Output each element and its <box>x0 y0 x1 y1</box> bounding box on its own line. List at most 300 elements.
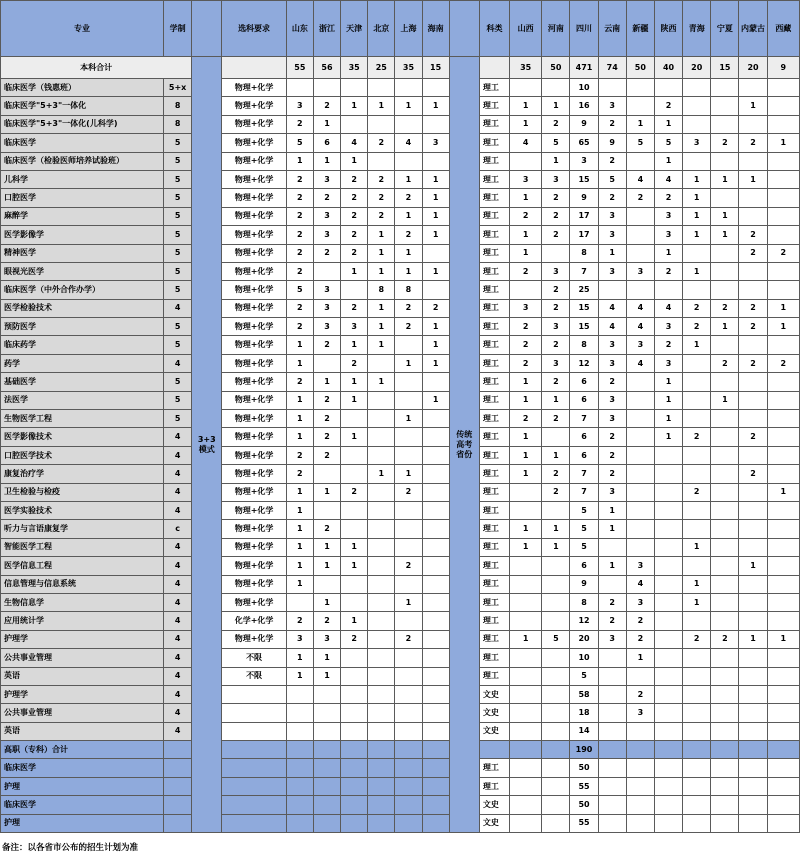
header-province: 四川 <box>570 1 598 57</box>
quota-cell <box>341 722 368 740</box>
quota-cell <box>683 685 711 703</box>
quota-cell: 14 <box>570 722 598 740</box>
quota-cell <box>767 79 799 97</box>
blank-cell <box>479 741 509 759</box>
quota-cell <box>368 667 395 685</box>
quota-cell: 18 <box>570 704 598 722</box>
quota-cell <box>683 649 711 667</box>
major-name: 护理学 <box>1 685 164 703</box>
quota-cell: 2 <box>598 152 626 170</box>
quota-cell <box>626 79 654 97</box>
total-cell: 40 <box>654 57 682 79</box>
quota-cell <box>598 649 626 667</box>
blank-cell <box>341 796 368 814</box>
major-name: 临床医学 <box>1 759 164 777</box>
quota-cell <box>286 593 313 611</box>
quota-cell <box>767 262 799 280</box>
quota-cell <box>683 520 711 538</box>
quota-cell <box>739 391 767 409</box>
quota-cell <box>368 612 395 630</box>
quota-cell: 2 <box>341 630 368 648</box>
quota-cell: 16 <box>570 97 598 115</box>
category-cell: 理工 <box>479 630 509 648</box>
quota-cell: 1 <box>395 465 422 483</box>
quota-cell: 1 <box>395 262 422 280</box>
quota-cell: 2 <box>510 262 542 280</box>
quota-cell <box>711 281 739 299</box>
quota-cell <box>683 612 711 630</box>
table-row <box>1 134 800 152</box>
quota-cell <box>341 79 368 97</box>
subject-requirement: 物理+化学 <box>222 115 286 133</box>
quota-cell <box>739 814 767 832</box>
blank-cell <box>164 777 192 795</box>
total-cell: 35 <box>395 57 422 79</box>
quota-cell <box>654 593 682 611</box>
category-cell: 理工 <box>479 152 509 170</box>
major-name: 临床医学"5+3"一体化(儿科学) <box>1 115 164 133</box>
quota-cell <box>510 575 542 593</box>
quota-cell: 1 <box>683 207 711 225</box>
quota-cell <box>422 373 449 391</box>
header-province: 云南 <box>598 1 626 57</box>
quota-cell <box>654 722 682 740</box>
quota-cell: 3 <box>313 318 340 336</box>
quota-cell <box>711 189 739 207</box>
quota-cell <box>510 777 542 795</box>
quota-cell: 2 <box>341 299 368 317</box>
quota-cell: 1 <box>395 207 422 225</box>
quota-cell: 1 <box>683 170 711 188</box>
quota-cell: 1 <box>286 649 313 667</box>
quota-cell <box>313 722 340 740</box>
subject-requirement: 不限 <box>222 667 286 685</box>
quota-cell <box>683 152 711 170</box>
quota-cell <box>739 575 767 593</box>
quota-cell: 2 <box>598 465 626 483</box>
table-row <box>1 685 800 703</box>
quota-cell <box>739 759 767 777</box>
quota-cell: 1 <box>422 318 449 336</box>
quota-cell: 58 <box>570 685 598 703</box>
table-row <box>1 520 800 538</box>
quota-cell: 1 <box>313 538 340 556</box>
quota-cell: 20 <box>570 630 598 648</box>
table-row <box>1 115 800 133</box>
study-years: 4 <box>164 538 192 556</box>
category-cell: 理工 <box>479 410 509 428</box>
quota-cell <box>542 796 570 814</box>
total-cell <box>598 741 626 759</box>
quota-cell <box>654 483 682 501</box>
table-row <box>1 667 800 685</box>
subject-requirement: 物理+化学 <box>222 226 286 244</box>
table-row <box>1 189 800 207</box>
quota-cell: 1 <box>598 557 626 575</box>
quota-cell <box>654 538 682 556</box>
quota-cell: 15 <box>570 318 598 336</box>
quota-cell <box>368 649 395 667</box>
quota-cell <box>626 722 654 740</box>
quota-cell <box>767 336 799 354</box>
quota-cell <box>711 722 739 740</box>
quota-cell: 1 <box>711 318 739 336</box>
quota-cell: 2 <box>739 354 767 372</box>
quota-cell: 2 <box>598 115 626 133</box>
quota-cell: 5 <box>286 134 313 152</box>
blank-cell <box>422 741 449 759</box>
major-name: 临床医学 <box>1 796 164 814</box>
quota-cell: 2 <box>654 262 682 280</box>
quota-cell: 1 <box>286 354 313 372</box>
quota-cell: 2 <box>683 483 711 501</box>
quota-cell <box>711 373 739 391</box>
major-name: 应用统计学 <box>1 612 164 630</box>
quota-cell <box>711 759 739 777</box>
blank-cell <box>286 741 313 759</box>
major-name: 预防医学 <box>1 318 164 336</box>
quota-cell <box>739 446 767 464</box>
quota-cell: 5 <box>570 520 598 538</box>
subject-requirement: 物理+化学 <box>222 428 286 446</box>
header-category: 科类 <box>479 1 509 57</box>
quota-cell: 3 <box>598 336 626 354</box>
quota-cell: 3 <box>286 630 313 648</box>
subject-requirement: 物理+化学 <box>222 207 286 225</box>
quota-cell: 2 <box>313 97 340 115</box>
quota-cell <box>341 575 368 593</box>
blank-cell <box>313 777 340 795</box>
quota-cell <box>654 649 682 667</box>
study-years: 5 <box>164 262 192 280</box>
quota-cell <box>341 667 368 685</box>
quota-cell <box>395 685 422 703</box>
quota-cell: 1 <box>422 170 449 188</box>
quota-cell <box>683 410 711 428</box>
quota-cell <box>422 446 449 464</box>
table-row <box>1 630 800 648</box>
quota-cell <box>422 520 449 538</box>
category-cell: 文史 <box>479 814 509 832</box>
quota-cell: 2 <box>368 189 395 207</box>
table-row <box>1 777 800 795</box>
quota-cell: 2 <box>626 685 654 703</box>
quota-cell <box>368 410 395 428</box>
quota-cell <box>711 667 739 685</box>
category-cell: 理工 <box>479 557 509 575</box>
quota-cell: 1 <box>654 115 682 133</box>
study-years: 5 <box>164 281 192 299</box>
quota-cell <box>711 428 739 446</box>
quota-cell <box>542 79 570 97</box>
quota-cell <box>683 796 711 814</box>
quota-cell: 4 <box>598 318 626 336</box>
quota-cell: 2 <box>542 373 570 391</box>
quota-cell <box>368 557 395 575</box>
mode-new-merged: 3+3模式 <box>192 57 222 833</box>
quota-cell: 9 <box>570 575 598 593</box>
major-name: 卫生检验与检疫 <box>1 483 164 501</box>
study-years: 4 <box>164 593 192 611</box>
study-years: 5 <box>164 410 192 428</box>
category-cell: 理工 <box>479 226 509 244</box>
quota-cell <box>654 685 682 703</box>
subject-requirement: 物理+化学 <box>222 391 286 409</box>
blank-cell <box>341 777 368 795</box>
quota-cell <box>368 391 395 409</box>
quota-cell <box>368 152 395 170</box>
quota-cell: 4 <box>626 299 654 317</box>
quota-cell: 3 <box>598 630 626 648</box>
quota-cell: 2 <box>395 299 422 317</box>
quota-cell: 2 <box>711 630 739 648</box>
quota-cell <box>510 152 542 170</box>
quota-cell <box>510 612 542 630</box>
quota-cell: 1 <box>510 630 542 648</box>
table-row <box>1 207 800 225</box>
quota-cell: 5 <box>542 630 570 648</box>
category-cell: 理工 <box>479 612 509 630</box>
total-cell: 15 <box>711 57 739 79</box>
quota-cell <box>739 777 767 795</box>
quota-cell: 1 <box>368 262 395 280</box>
quota-cell: 6 <box>570 446 598 464</box>
quota-cell <box>313 465 340 483</box>
quota-cell: 55 <box>570 777 598 795</box>
quota-cell <box>626 446 654 464</box>
study-years: 4 <box>164 685 192 703</box>
quota-cell <box>510 667 542 685</box>
quota-cell: 1 <box>395 170 422 188</box>
total-cell: 55 <box>286 57 313 79</box>
quota-cell <box>767 97 799 115</box>
blank-cell <box>341 741 368 759</box>
quota-cell: 5 <box>570 538 598 556</box>
quota-cell: 2 <box>341 170 368 188</box>
quota-cell <box>711 557 739 575</box>
study-years: 8 <box>164 115 192 133</box>
subject-requirement: 物理+化学 <box>222 483 286 501</box>
table-row <box>1 226 800 244</box>
subject-requirement: 物理+化学 <box>222 446 286 464</box>
quota-cell: 1 <box>395 97 422 115</box>
blank-cell <box>222 759 286 777</box>
quota-cell <box>711 649 739 667</box>
quota-cell: 4 <box>626 575 654 593</box>
quota-cell <box>598 79 626 97</box>
quota-cell: 2 <box>739 318 767 336</box>
quota-cell <box>395 391 422 409</box>
quota-cell <box>654 630 682 648</box>
blank-cell <box>164 814 192 832</box>
quota-cell: 1 <box>422 336 449 354</box>
quota-cell: 1 <box>313 115 340 133</box>
quota-cell: 5 <box>542 134 570 152</box>
quota-cell <box>711 79 739 97</box>
quota-cell <box>626 428 654 446</box>
quota-cell <box>683 759 711 777</box>
subject-requirement: 物理+化学 <box>222 79 286 97</box>
quota-cell <box>626 501 654 519</box>
subject-requirement: 物理+化学 <box>222 97 286 115</box>
quota-cell: 2 <box>313 446 340 464</box>
quota-cell: 3 <box>654 318 682 336</box>
quota-cell: 8 <box>395 281 422 299</box>
quota-cell <box>395 722 422 740</box>
quota-cell <box>767 557 799 575</box>
subject-requirement: 不限 <box>222 649 286 667</box>
quota-cell <box>739 501 767 519</box>
quota-cell <box>626 777 654 795</box>
quota-cell: 2 <box>739 465 767 483</box>
study-years: 5 <box>164 134 192 152</box>
quota-cell <box>395 336 422 354</box>
quota-cell: 2 <box>368 207 395 225</box>
category-cell: 理工 <box>479 336 509 354</box>
quota-cell: 1 <box>683 336 711 354</box>
total-cell: 25 <box>368 57 395 79</box>
quota-cell <box>739 722 767 740</box>
major-name: 生物信息学 <box>1 593 164 611</box>
blank-cell <box>395 814 422 832</box>
blank-cell <box>422 759 449 777</box>
quota-cell: 3 <box>598 207 626 225</box>
study-years: 4 <box>164 428 192 446</box>
total-cell: 56 <box>313 57 340 79</box>
quota-cell: 1 <box>422 97 449 115</box>
quota-cell <box>654 520 682 538</box>
subject-requirement: 物理+化学 <box>222 575 286 593</box>
quota-cell <box>368 520 395 538</box>
quota-cell: 1 <box>368 299 395 317</box>
category-cell: 文史 <box>479 722 509 740</box>
quota-cell <box>767 759 799 777</box>
quota-cell: 1 <box>767 134 799 152</box>
study-years: 4 <box>164 722 192 740</box>
quota-cell <box>767 152 799 170</box>
study-years: 5 <box>164 391 192 409</box>
quota-cell <box>598 759 626 777</box>
quota-cell: 8 <box>570 593 598 611</box>
quota-cell <box>598 538 626 556</box>
quota-cell: 1 <box>510 189 542 207</box>
study-years: 5 <box>164 226 192 244</box>
major-name: 口腔医学 <box>1 189 164 207</box>
major-name: 医学检验技术 <box>1 299 164 317</box>
quota-cell <box>767 796 799 814</box>
blank-cell <box>368 741 395 759</box>
table-row <box>1 318 800 336</box>
category-cell: 文史 <box>479 796 509 814</box>
major-name: 英语 <box>1 722 164 740</box>
blank-cell <box>422 814 449 832</box>
quota-cell: 1 <box>341 262 368 280</box>
quota-cell <box>739 115 767 133</box>
quota-cell: 1 <box>767 318 799 336</box>
quota-cell <box>683 704 711 722</box>
subject-requirement: 化学+化学 <box>222 612 286 630</box>
quota-cell: 1 <box>654 428 682 446</box>
quota-cell <box>683 115 711 133</box>
quota-cell <box>626 244 654 262</box>
quota-cell: 1 <box>395 244 422 262</box>
quota-cell: 2 <box>313 520 340 538</box>
quota-cell: 3 <box>654 354 682 372</box>
quota-cell: 2 <box>286 244 313 262</box>
quota-cell <box>739 520 767 538</box>
major-name: 护理学 <box>1 630 164 648</box>
quota-cell: 17 <box>570 226 598 244</box>
quota-cell: 1 <box>422 207 449 225</box>
quota-cell: 10 <box>570 649 598 667</box>
quota-cell: 1 <box>510 446 542 464</box>
undergrad-total-label: 本科合计 <box>1 57 192 79</box>
major-name: 生物医学工程 <box>1 410 164 428</box>
table-row <box>1 373 800 391</box>
quota-cell: 15 <box>570 170 598 188</box>
quota-cell <box>739 704 767 722</box>
quota-cell: 1 <box>286 557 313 575</box>
quota-cell: 2 <box>341 226 368 244</box>
quota-cell: 1 <box>654 410 682 428</box>
quota-cell <box>510 649 542 667</box>
study-years: 4 <box>164 630 192 648</box>
quota-cell: 2 <box>711 354 739 372</box>
quota-cell: 5 <box>570 501 598 519</box>
quota-cell: 3 <box>626 557 654 575</box>
major-name: 临床医学"5+3"一体化 <box>1 97 164 115</box>
quota-cell: 1 <box>510 520 542 538</box>
header-province: 河南 <box>542 1 570 57</box>
quota-cell <box>341 410 368 428</box>
quota-cell <box>422 483 449 501</box>
quota-cell <box>654 667 682 685</box>
total-cell: 471 <box>570 57 598 79</box>
quota-cell: 8 <box>570 244 598 262</box>
quota-cell: 2 <box>542 226 570 244</box>
quota-cell: 1 <box>286 538 313 556</box>
header-province: 内蒙古 <box>739 1 767 57</box>
major-name: 药学 <box>1 354 164 372</box>
quota-cell: 1 <box>510 538 542 556</box>
quota-cell <box>542 814 570 832</box>
quota-cell: 1 <box>313 667 340 685</box>
quota-cell <box>422 115 449 133</box>
table-row <box>1 336 800 354</box>
quota-cell: 2 <box>598 373 626 391</box>
quota-cell <box>626 538 654 556</box>
quota-cell <box>683 354 711 372</box>
quota-cell <box>422 410 449 428</box>
quota-cell: 2 <box>542 189 570 207</box>
total-cell: 15 <box>422 57 449 79</box>
quota-cell: 2 <box>739 226 767 244</box>
quota-cell <box>341 649 368 667</box>
quota-cell: 1 <box>286 520 313 538</box>
blank-cell <box>286 759 313 777</box>
table-row <box>1 722 800 740</box>
quota-cell <box>739 373 767 391</box>
quota-cell <box>368 501 395 519</box>
table-row <box>1 152 800 170</box>
quota-cell: 1 <box>368 336 395 354</box>
table-row <box>1 483 800 501</box>
quota-cell <box>711 446 739 464</box>
quota-cell: 2 <box>683 428 711 446</box>
quota-cell <box>313 354 340 372</box>
quota-cell: 1 <box>341 97 368 115</box>
quota-cell <box>654 465 682 483</box>
